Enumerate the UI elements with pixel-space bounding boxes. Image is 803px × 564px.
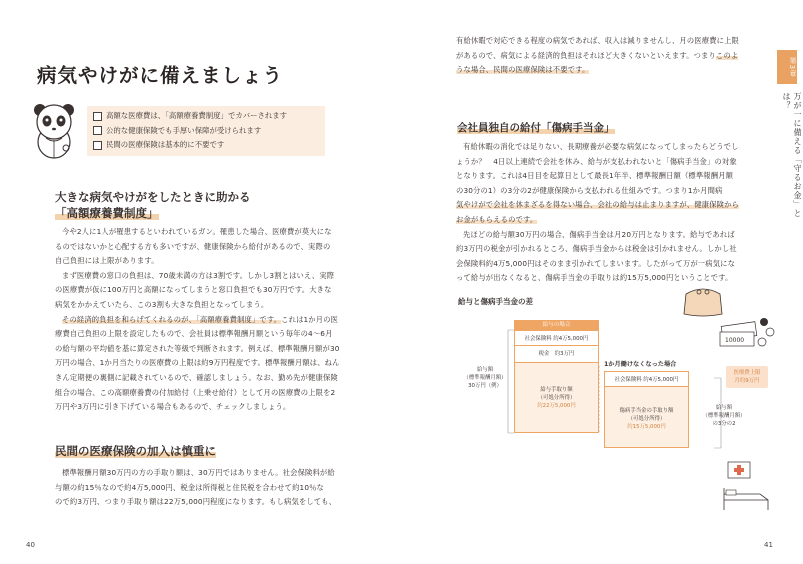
tax-bar: 税金 約3万円 <box>514 346 599 363</box>
checklist-box <box>87 106 325 156</box>
cannot-work-label: 1か月働けなくなった場合 <box>604 361 677 368</box>
section1-body: 今や2人に1人が罹患するといわれているガン。罹患した場合、医療費が莫大にな るのではないかと心配する方も多いですが、健康保険から給付があるので、実際の 自己負担には上限があります。 まず医療費の窓口の負担は、70歳未満の方は3割です。しかし3割とはいえ、実際 の医療費が仮に100万円と高額になってしまうと窓口負担でも30万円です。大きな 病気をかかえていたら、この3割も大きな負担となってしまう。 その経済的負担を和らげてくれるのが、「高額療養費制度」です。これは1か月の医 療費自己負担の上限を設定したもので、会社員は標準報酬月額という毎年の4～6月 の給与額の平均値を基に算定された等級で判断されます。例えば、標準報酬月額が30 万円の場合、1か月当たりの医療費の上限は約9万円程度です。標準報酬月額は、ねん きん定期便の裏側に記載されているので、確認しましょう。なお、勤め先が健康保険 組合の場合、この高額療養費の付加給付（上乗せ給付）として月の医療費の上限を2 万円や3万円に引き下げている場合もあるので、チェックしましょう。 <box>55 227 340 412</box>
page-title: 病気やけがに備えましょう <box>37 64 284 87</box>
salary-vs-benefit-diagram <box>456 308 776 523</box>
checkbox-icon <box>93 126 102 135</box>
checkbox-icon <box>93 112 102 121</box>
section2-body: 標準報酬月額30万円の方の手取り額は、30万円ではありません。社会保険料が給 与額の約15％なので約4万5,000円、税金は所得税と住民税を合わせて約10％な ので約3万円、つまり手取り額は22万5,000円程度になります。もし病気をしても、 <box>55 468 337 507</box>
social-insurance-bar-1: 社会保険料 約4万5,000円 <box>514 330 599 346</box>
checklist-item: 民間の医療保険は基本的に不要です <box>93 138 319 153</box>
page-number-left: 40 <box>26 541 35 549</box>
banknote-amount: 10000 <box>725 337 745 344</box>
page-number-right: 41 <box>764 541 773 549</box>
section-heading-kougaku: 大きな病気やけがをしたときに助かる 「高額療養費制度」 <box>55 190 251 220</box>
hospital-bed-icon <box>720 458 776 518</box>
chapter-side-title: 万が一に備える「守るお金」とは？ <box>782 92 802 218</box>
right-intro: 有給休暇で対応できる程度の病気であれば、収入は減りませんし、月の医療費に上限 があるので、病気による経済的負担はそれほど大きくないといえます。つまりこのよ うな場合、民間の医療保険は不要です。 <box>456 36 739 75</box>
left-salary-label: 給与額 （標準報酬月額） 30万円（例） <box>463 367 507 389</box>
section-heading-private-insurance: 民間の医療保険の加入は慎重に <box>55 444 216 458</box>
shoubyou-body: 有給休暇の消化では足りない、長期療養が必要な病気になってしまったらどうでし ょうか？ 4日以上連続で会社を休み、給与が支払われないと「傷病手当金」の対象 となります。これは4日目を起算日として最長1年半、標準報酬日額（標準報酬月額 の30分の1）の3分の2が健康保険から支払われる仕組みです。つまり1か月間病 気やけがで会社を休まざるを得ない場合、会社の給与は止まりますが、健康保険から お金がもらえるのです。 先ほどの給与額30万円の場合、傷病手当金は月20万円となります。給与であれば 約3万円の税金が引かれるところ、傷病手当金からは税金は引かれません。しかし社 会保険料約4万5,000円はそのまま引かれてしまいます。したがって万が一病気にな って給与が出なくなると、傷病手当金の手取りは約15万5,000円ということです。 <box>456 142 739 283</box>
benefit-takehome-bar: 傷病手当金の手取り額 （可処分所得） 約15万5,000円 <box>604 387 689 448</box>
right-salary-label: 給与額 （標準報酬月額） の3分の2 <box>702 405 746 427</box>
banknotes-coins-icon <box>718 312 776 356</box>
social-insurance-bar-2: 社会保険料 約4万5,000円 <box>604 371 689 387</box>
checkbox-icon <box>93 141 102 150</box>
panda-doctor-illustration <box>26 98 82 162</box>
takehome-bar: 給与手取り額 （可処分所得） 約22万5,000円 <box>514 363 599 433</box>
diagram-heading: 給与と傷病手当金の差 <box>458 297 533 306</box>
medical-cost-cap-badge: 医療費上限 月約9万円 <box>726 366 768 388</box>
section-heading-shoubyou: 会社員独自の給付「傷病手当金」 <box>457 122 615 134</box>
checklist-item: 公的な健康保険でも手厚い保障が受けられます <box>93 124 319 139</box>
chapter-tab: 第3章 <box>777 50 797 84</box>
checklist-item: 高額な医療費は、「高額療養費制度」でカバーされます <box>93 109 319 124</box>
salary-case-label: 給与の場合 <box>514 320 599 330</box>
